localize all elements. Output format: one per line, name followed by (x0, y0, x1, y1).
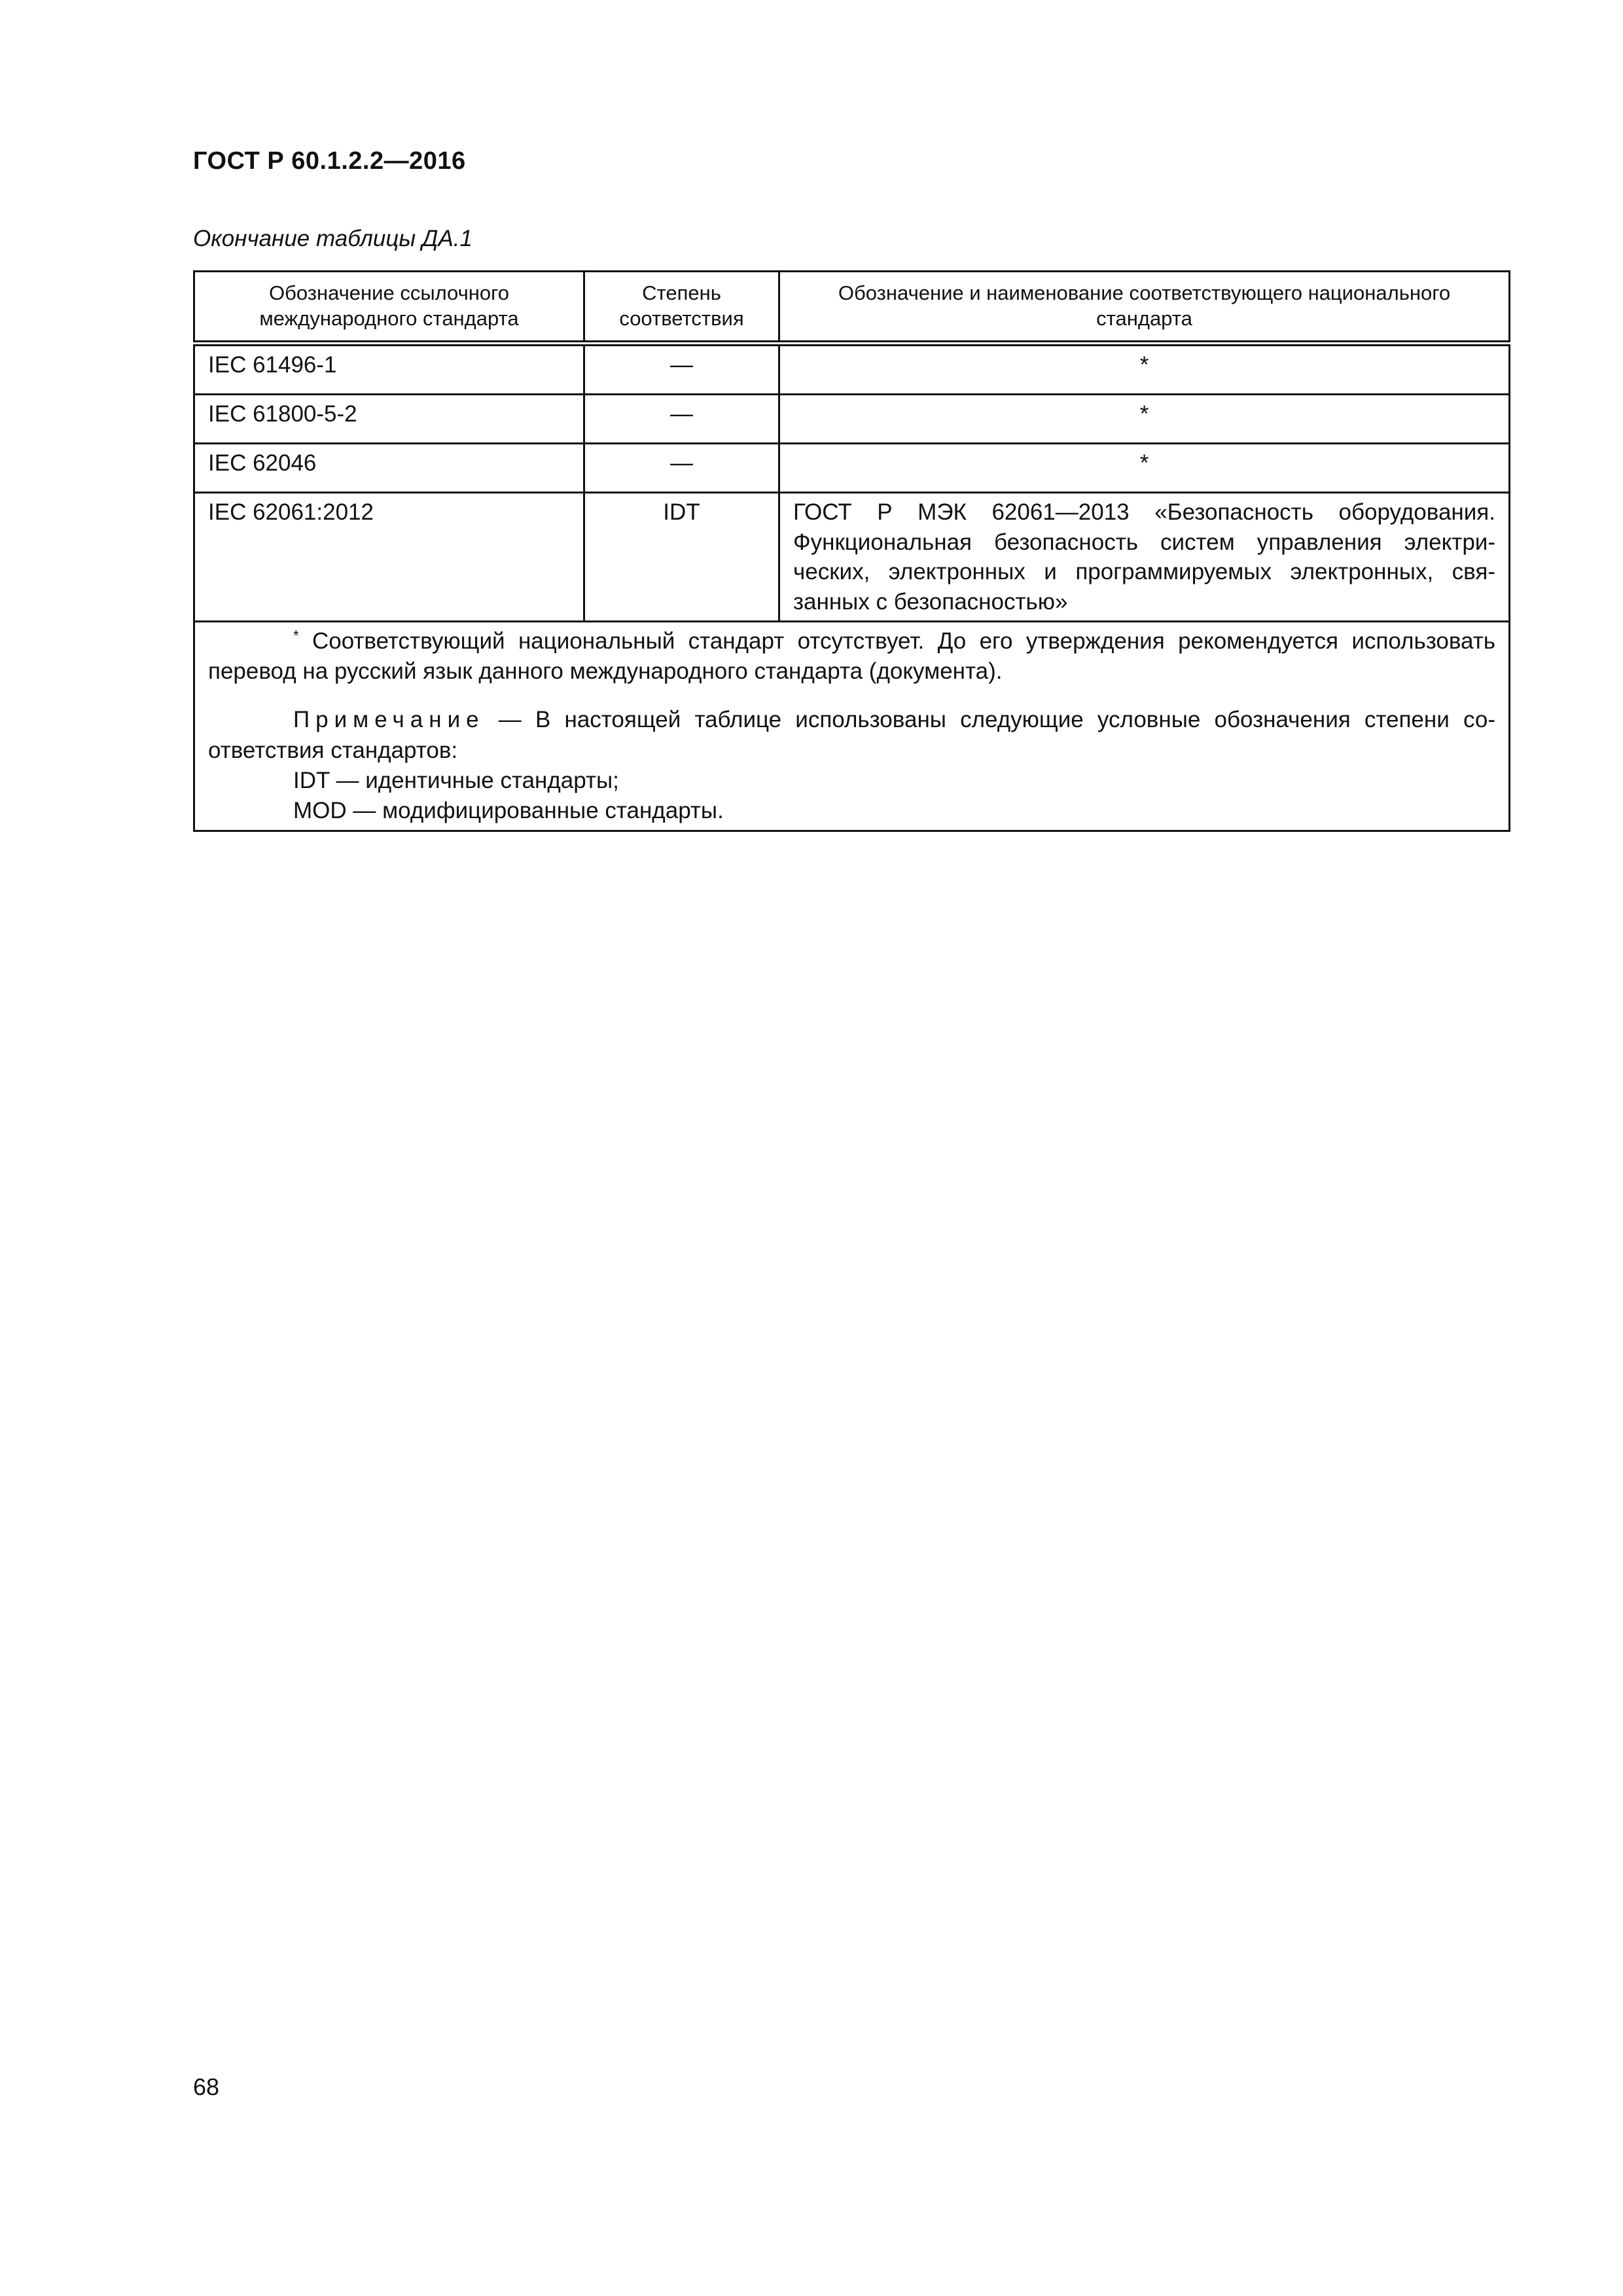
note-paragraph (208, 705, 1495, 765)
cell-degree: — (584, 444, 779, 493)
table-row (194, 493, 1510, 622)
footnote-paragraph (208, 626, 1495, 687)
table-header-row (194, 272, 1510, 344)
document-header-title: ГОСТ Р 60.1.2.2—2016 (193, 147, 466, 175)
table-row (194, 395, 1510, 444)
note-text: — В настоящей таблице использованы следующие условные обозначения степени соответствия стандартов: (208, 707, 1495, 763)
cell-national-standard: * (779, 444, 1510, 493)
cell-degree: IDT (584, 493, 779, 622)
note-list-item: MOD — модифицированные стандарты. (293, 797, 724, 823)
table-caption: Окончание таблицы ДА.1 (193, 226, 473, 251)
note-block (208, 705, 1495, 826)
table-footnote-row (194, 622, 1510, 831)
note-list-item: IDT — идентичные стандарты; (293, 767, 619, 793)
cell-degree: — (584, 395, 779, 444)
column-header-degree: Степень соответствия (584, 272, 779, 344)
table-row (194, 344, 1510, 395)
standards-correspondence-table (193, 270, 1510, 832)
table-row (194, 444, 1510, 493)
cell-national-standard: ГОСТ Р МЭК 62061—2013 «Безопасность оборудования. Функциональная безопасность систем управления электрических, электронных и программируемых электронных, связанных с безопасностью» (779, 493, 1510, 622)
column-header-national-standard: Обозначение и наименование соответствующего национального стандарта (779, 272, 1510, 344)
cell-national-standard: * (779, 344, 1510, 395)
cell-international-standard: IEC 61496-1 (194, 344, 584, 395)
cell-international-standard: IEC 62046 (194, 444, 584, 493)
column-header-international-standard: Обозначение ссылочного международного стандарта (194, 272, 584, 344)
page-number: 68 (193, 2073, 220, 2100)
cell-degree: — (584, 344, 779, 395)
cell-international-standard: IEC 61800-5-2 (194, 395, 584, 444)
footnote-cell (194, 622, 1510, 831)
footnote-text: Соответствующий национальный стандарт отсутствует. До его утверждения рекомендуется использовать перевод на русский язык данного международного стандарта (документа). (208, 628, 1495, 685)
footnote-marker: * (293, 627, 299, 644)
cell-national-standard: * (779, 395, 1510, 444)
cell-international-standard: IEC 62061:2012 (194, 493, 584, 622)
note-label: Примечание (293, 707, 485, 733)
